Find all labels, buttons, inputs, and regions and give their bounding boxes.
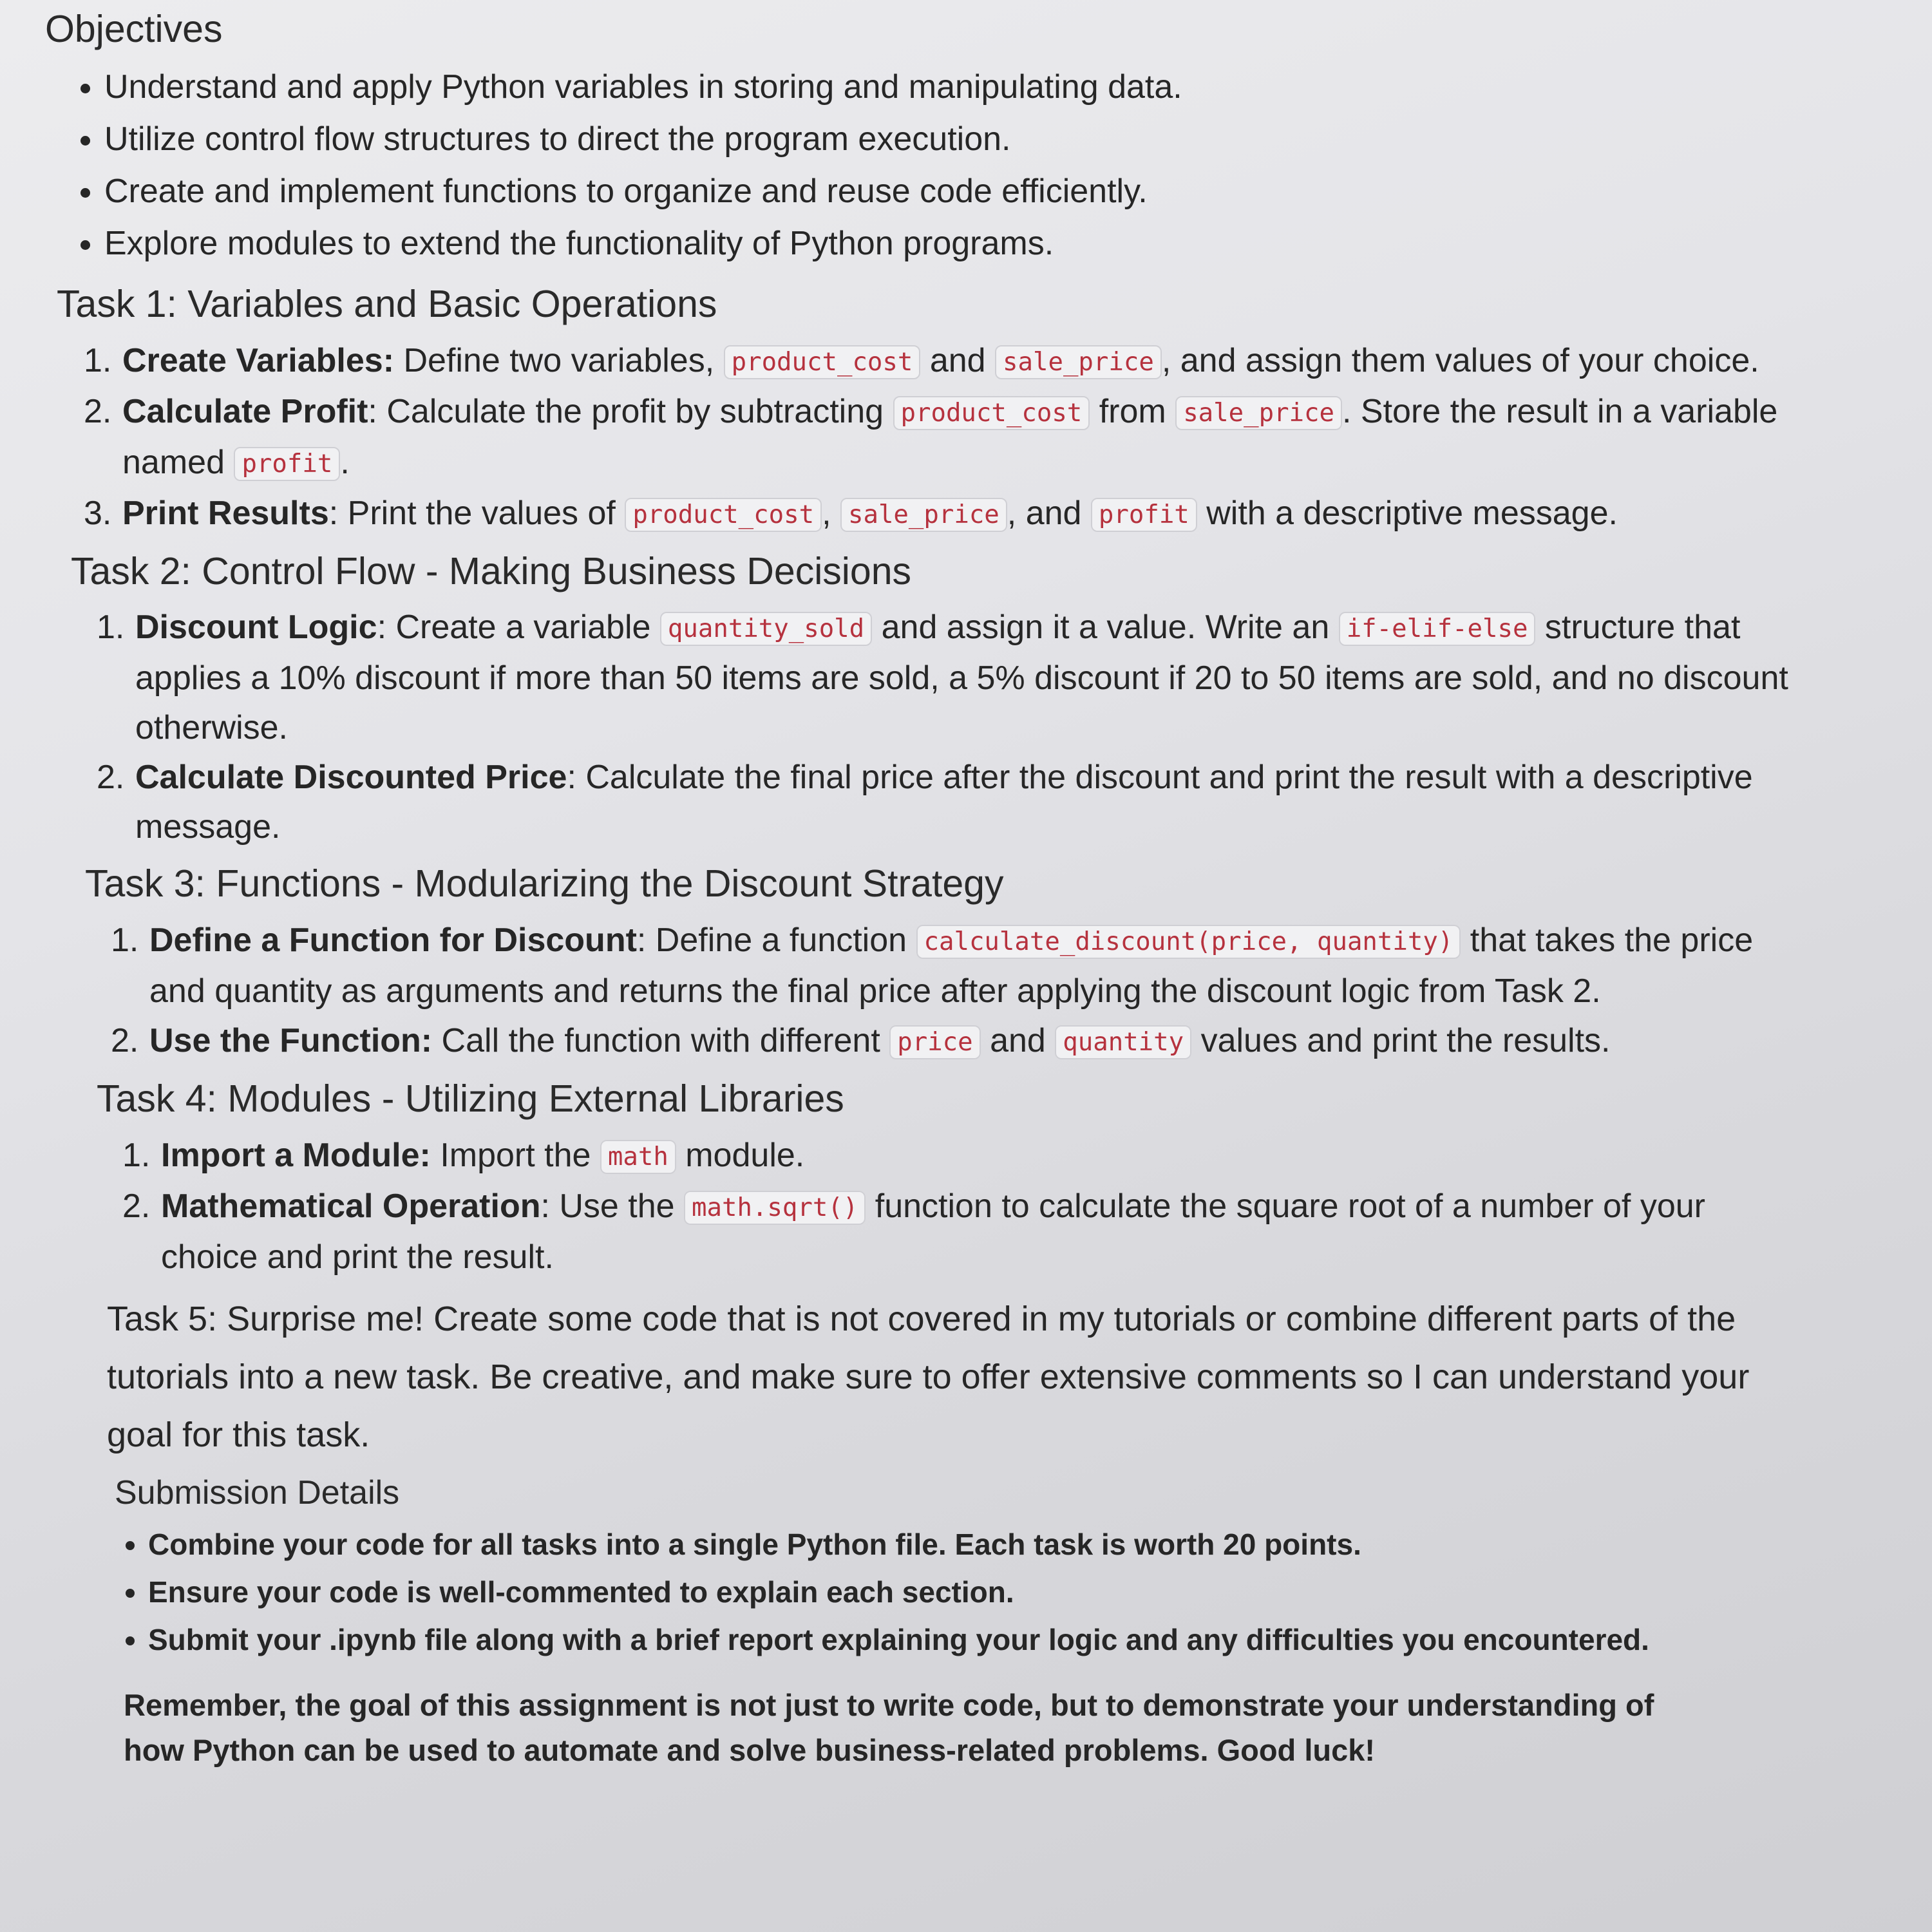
objective-item: • Create and implement functions to organize and reuse code efficiently. (104, 166, 1932, 218)
objective-item: • Utilize control flow structures to direct the program execution. (104, 113, 1932, 166)
code-math: math (600, 1140, 676, 1174)
code-product-cost: product_cost (625, 498, 822, 532)
code-profit: profit (234, 447, 340, 481)
task4-step: 1. Import a Module: Import the math module. (122, 1136, 805, 1174)
closing-paragraph: Remember, the goal of this assignment is not just to write code, but to demonstrate your understanding of how Python can be used to automate and solve business-related problems. Good luck! (124, 1688, 1654, 1768)
objective-item: • Explore modules to extend the functionality of Python programs. (104, 218, 1932, 270)
task5-paragraph: Task 5: Surprise me! Create some code that is not covered in my tutorials or combine different parts of the tutorials into a new task. Be creative, and make sure to offer extensive comments so I can understand your goal for this task. (107, 1299, 1750, 1454)
task1-list (52, 336, 1797, 540)
task4-list (90, 1131, 1739, 1282)
code-math-sqrt: math.sqrt() (684, 1191, 866, 1225)
submission-list (84, 1520, 1745, 1663)
task2-list (64, 603, 1790, 852)
code-product-cost: product_cost (724, 345, 921, 379)
code-profit: profit (1091, 498, 1197, 532)
submission-item: • Ensure your code is well-commented to explain each section. (148, 1568, 1745, 1616)
task3-step: 2. Use the Function: Call the function with different price and quantity values and print the results. (111, 1022, 1611, 1060)
task3-step: 1. Define a Function for Discount: Define a function calculate_discount(price, quantity) that takes the price and quantity as arguments and returns the final price after applying the discount logic from Task 2. (111, 922, 1754, 1010)
task4-step: 2. Mathematical Operation: Use the math.sqrt() function to calculate the square root of a number of your choice and print the result. (122, 1187, 1705, 1276)
task2-step: 1. Discount Logic: Create a variable quantity_sold and assign it a value. Write an if-elif-else structure that applies a 10% discount if more than 50 items are sold, a 5% discount if 20 to 50 items are sold, and no discount otherwise. (97, 609, 1788, 747)
code-if-elif-else: if-elif-else (1339, 612, 1536, 646)
task2-step: 2. Calculate Discounted Price: Calculate the final price after the discount and print the result with a descriptive message. (97, 759, 1753, 846)
task3-heading: Task 3: Functions - Modularizing the Discount Strategy (85, 862, 1004, 905)
task3-list (79, 916, 1798, 1067)
code-sale-price: sale_price (840, 498, 1007, 532)
code-calculate-discount: calculate_discount(price, quantity) (916, 925, 1461, 959)
submission-heading: Submission Details (115, 1473, 400, 1511)
code-product-cost: product_cost (893, 396, 1090, 430)
task2-heading: Task 2: Control Flow - Making Business Decisions (71, 549, 912, 592)
submission-item: • Combine your code for all tasks into a single Python file. Each task is worth 20 points. (148, 1520, 1745, 1568)
task4-heading: Task 4: Modules - Utilizing External Libraries (97, 1077, 844, 1121)
task1-step: 3. Print Results: Print the values of product_cost , sale_price , and profit with a descriptive message. (84, 494, 1618, 532)
code-sale-price: sale_price (1175, 396, 1342, 430)
task1-heading: Task 1: Variables and Basic Operations (57, 282, 717, 325)
task1-step: 2. Calculate Profit: Calculate the profit by subtracting product_cost from sale_price . Store the result in a variable named profit . (84, 392, 1778, 481)
code-price: price (889, 1025, 980, 1059)
objective-item: • Understand and apply Python variables in storing and manipulating data. (104, 61, 1932, 113)
submission-item: • Submit your .ipynb file along with a brief report explaining your logic and any difficulties you encountered. (148, 1616, 1745, 1663)
task1-step: 1. Create Variables: Define two variables, product_cost and sale_price , and assign them values of your choice. (84, 341, 1759, 379)
objectives-list (45, 61, 1932, 270)
objectives-heading: Objectives (45, 8, 223, 50)
code-quantity: quantity (1055, 1025, 1191, 1059)
code-quantity-sold: quantity_sold (660, 612, 872, 646)
code-sale-price: sale_price (995, 345, 1162, 379)
